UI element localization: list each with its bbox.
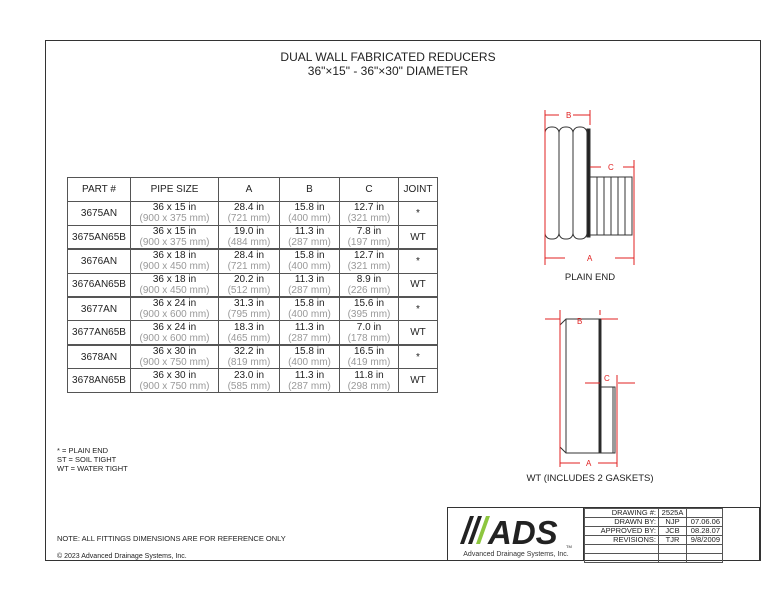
dim-b-mm: (287 mm) (288, 284, 331, 296)
part-number-in: 3677AN (80, 303, 118, 315)
wt-dim-b-label: B (577, 317, 583, 326)
table-row (68, 249, 438, 273)
pipe-size-in: 36 x 18 in (152, 273, 197, 285)
dim-a (219, 225, 280, 249)
revision-initials (659, 545, 687, 554)
revision-table (584, 508, 723, 563)
title-block (447, 507, 760, 561)
dim-b-mm: (400 mm) (288, 357, 331, 369)
joint-type-in: * (416, 303, 420, 315)
part-number (68, 297, 131, 321)
legend-water-tight: WT = WATER TIGHT (57, 464, 128, 473)
revision-date: 9/8/2009 (687, 536, 723, 545)
revision-label: REVISIONS: (585, 536, 659, 545)
pipe-size-mm: (900 x 375 mm) (139, 237, 210, 249)
dim-c-in: 8.9 in (356, 273, 382, 285)
dim-a-in: 18.3 in (233, 321, 265, 333)
revision-date (687, 553, 723, 562)
dim-b (280, 345, 340, 369)
part-number-in: 3678AN (80, 351, 118, 363)
plain-end-drawing (535, 105, 645, 270)
dim-a (219, 249, 280, 273)
part-number (68, 249, 131, 273)
joint-type-in: WT (410, 375, 426, 387)
table-row (68, 369, 438, 393)
pipe-size-in: 36 x 30 in (152, 369, 197, 381)
dim-a-in: 32.2 in (233, 346, 265, 358)
dim-a-mm: (512 mm) (227, 284, 271, 296)
dim-a-in: 31.3 in (233, 298, 265, 310)
dim-c (340, 273, 399, 297)
dim-c-in: 16.5 in (353, 346, 385, 358)
dim-a-in: 19.0 in (233, 226, 265, 238)
dim-a-mm: (585 mm) (227, 380, 271, 392)
dim-c-mm: (321 mm) (347, 261, 391, 273)
pipe-size-in: 36 x 24 in (152, 298, 197, 310)
joint-type (399, 202, 438, 226)
pipe-size-mm: (900 x 750 mm) (139, 380, 210, 392)
joint-type (399, 273, 438, 297)
part-number-in: 3678AN65B (72, 375, 126, 387)
dim-c-label: C (608, 163, 614, 172)
dim-c-mm: (395 mm) (347, 309, 391, 321)
dim-c (340, 225, 399, 249)
column-header: B (280, 178, 340, 202)
part-number (68, 321, 131, 345)
pipe-size (131, 225, 219, 249)
revision-initials (659, 553, 687, 562)
dim-c-in: 15.6 in (353, 298, 385, 310)
dim-a-mm: (721 mm) (227, 213, 271, 225)
pipe-size-in: 36 x 15 in (152, 202, 197, 214)
dim-b (280, 297, 340, 321)
wt-drawing (540, 305, 650, 470)
dim-c (340, 249, 399, 273)
table-row (68, 225, 438, 249)
pipe-size (131, 202, 219, 226)
table-row (68, 345, 438, 369)
pipe-size-mm: (900 x 375 mm) (139, 213, 210, 225)
dim-c (340, 297, 399, 321)
revision-label: APPROVED BY: (585, 527, 659, 536)
pipe-size (131, 273, 219, 297)
part-number (68, 202, 131, 226)
dim-b-in: 11.3 in (294, 273, 325, 285)
dim-b (280, 202, 340, 226)
part-number-in: 3675AN (80, 207, 118, 219)
pipe-size (131, 321, 219, 345)
pipe-size-in: 36 x 18 in (152, 250, 197, 262)
dim-c-mm: (197 mm) (347, 237, 391, 249)
dim-c (340, 202, 399, 226)
part-number-in: 3676AN (80, 255, 118, 267)
dim-a-mm: (795 mm) (227, 309, 271, 321)
dim-a (219, 273, 280, 297)
dim-b-in: 11.3 in (294, 369, 325, 381)
dim-a-in: 23.0 in (233, 369, 265, 381)
dim-c-in: 12.7 in (353, 202, 385, 214)
dim-a-mm: (465 mm) (227, 332, 271, 344)
dim-b-mm: (400 mm) (288, 261, 331, 273)
column-header: PIPE SIZE (131, 178, 219, 202)
dim-a-mm: (819 mm) (227, 357, 271, 369)
dim-c-in: 11.8 in (354, 369, 384, 381)
joint-type (399, 225, 438, 249)
revision-label (585, 545, 659, 554)
wt-dim-c-label: C (604, 374, 610, 383)
dim-b-in: 15.8 in (294, 346, 325, 358)
column-header: C (340, 178, 399, 202)
revision-date: 07.06.06 (687, 518, 723, 527)
joint-type-in: * (416, 351, 420, 363)
joint-type-in: * (416, 255, 420, 267)
joint-type (399, 297, 438, 321)
logo-text: ADS (488, 514, 558, 551)
title-line-1: DUAL WALL FABRICATED REDUCERS (280, 50, 496, 64)
joint-type (399, 321, 438, 345)
dim-b-mm: (400 mm) (288, 213, 331, 225)
pipe-size-in: 36 x 30 in (152, 346, 197, 358)
revision-initials: NJP (659, 518, 687, 527)
wt-dim-a-label: A (586, 459, 592, 468)
dim-a (219, 321, 280, 345)
dim-c-in: 12.7 in (353, 250, 385, 262)
pipe-size-mm: (900 x 450 mm) (139, 261, 210, 273)
table-row (68, 202, 438, 226)
dim-b-mm: (400 mm) (288, 309, 331, 321)
revision-row (585, 545, 723, 554)
part-number (68, 369, 131, 393)
revision-row (585, 553, 723, 562)
dim-a-in: 28.4 in (233, 202, 265, 214)
revision-initials: TJR (659, 536, 687, 545)
wt-caption: WT (INCLUDES 2 GASKETS) (526, 473, 654, 484)
table-row (68, 297, 438, 321)
legend-soil-tight: ST = SOIL TIGHT (57, 455, 117, 464)
dim-a-in: 28.4 in (233, 250, 265, 262)
pipe-size-mm: (900 x 750 mm) (139, 357, 210, 369)
pipe-size (131, 345, 219, 369)
dimensions-table (67, 177, 438, 393)
part-number-in: 3677AN65B (72, 327, 126, 339)
part-number (68, 345, 131, 369)
column-header: PART # (68, 178, 131, 202)
dim-b-label: B (566, 111, 572, 120)
dim-b-in: 11.3 in (294, 226, 325, 238)
logo-tm: TM (566, 544, 572, 549)
revision-label: DRAWING #: (585, 509, 659, 518)
dim-c-mm: (298 mm) (347, 380, 391, 392)
column-header: JOINT (399, 178, 438, 202)
legend (57, 446, 128, 473)
joint-type-in: WT (410, 231, 426, 243)
reference-note: NOTE: ALL FITTINGS DIMENSIONS ARE FOR REFERENCE ONLY (57, 534, 286, 543)
dim-c (340, 321, 399, 345)
dim-c-in: 7.8 in (356, 226, 382, 238)
pipe-size-mm: (900 x 600 mm) (139, 309, 210, 321)
plain-end-caption: PLAIN END (564, 272, 616, 283)
dim-c-mm: (178 mm) (347, 332, 391, 344)
title-line-2: 36"×15" - 36"×30" DIAMETER (307, 64, 469, 78)
revision-initials: 2525A (659, 509, 687, 518)
dim-c (340, 345, 399, 369)
dim-b-mm: (287 mm) (288, 380, 331, 392)
column-header: A (219, 178, 280, 202)
joint-type-in: WT (410, 327, 426, 339)
revision-row (585, 536, 723, 545)
dim-a-mm: (484 mm) (227, 237, 271, 249)
legend-plain-end: * = PLAIN END (57, 446, 109, 455)
joint-type (399, 345, 438, 369)
pipe-size-in: 36 x 24 in (152, 321, 197, 333)
dim-a (219, 369, 280, 393)
joint-type (399, 249, 438, 273)
ads-logo (448, 508, 584, 561)
joint-type-in: WT (410, 279, 426, 291)
dim-c-mm: (321 mm) (347, 213, 391, 225)
part-number-in: 3676AN65B (72, 279, 126, 291)
dim-b-mm: (287 mm) (288, 332, 331, 344)
pipe-size-mm: (900 x 450 mm) (139, 284, 210, 296)
dim-b (280, 321, 340, 345)
table-row (68, 273, 438, 297)
dim-b-in: 15.8 in (294, 298, 325, 310)
dim-b (280, 369, 340, 393)
part-number (68, 273, 131, 297)
dim-a-label: A (587, 254, 593, 263)
dim-b (280, 225, 340, 249)
dim-a (219, 297, 280, 321)
dim-a-in: 20.2 in (233, 273, 265, 285)
joint-type (399, 369, 438, 393)
part-number (68, 225, 131, 249)
copyright: © 2023 Advanced Drainage Systems, Inc. (57, 553, 187, 560)
revision-date: 08.28.07 (687, 527, 723, 536)
pipe-size (131, 297, 219, 321)
revision-label (585, 553, 659, 562)
dim-a (219, 345, 280, 369)
part-number-in: 3675AN65B (72, 231, 126, 243)
dim-b-mm: (287 mm) (288, 237, 331, 249)
dim-c-mm: (419 mm) (347, 357, 391, 369)
dim-a (219, 202, 280, 226)
pipe-size (131, 369, 219, 393)
logo-tagline: Advanced Drainage Systems, Inc. (463, 551, 569, 558)
revision-date (687, 545, 723, 554)
joint-type-in: * (416, 207, 420, 219)
dim-c (340, 369, 399, 393)
revision-initials: JCB (659, 527, 687, 536)
dim-b-in: 15.8 in (294, 250, 325, 262)
dim-b-in: 11.3 in (294, 321, 325, 333)
pipe-size (131, 249, 219, 273)
dim-c-in: 7.0 in (356, 321, 382, 333)
table-row (68, 321, 438, 345)
dim-b-in: 15.8 in (294, 202, 325, 214)
dim-b (280, 273, 340, 297)
pipe-size-in: 36 x 15 in (152, 226, 197, 238)
dim-a-mm: (721 mm) (227, 261, 271, 273)
dim-b (280, 249, 340, 273)
pipe-size-mm: (900 x 600 mm) (139, 332, 210, 344)
dim-c-mm: (226 mm) (347, 284, 391, 296)
revision-label: DRAWN BY: (585, 518, 659, 527)
